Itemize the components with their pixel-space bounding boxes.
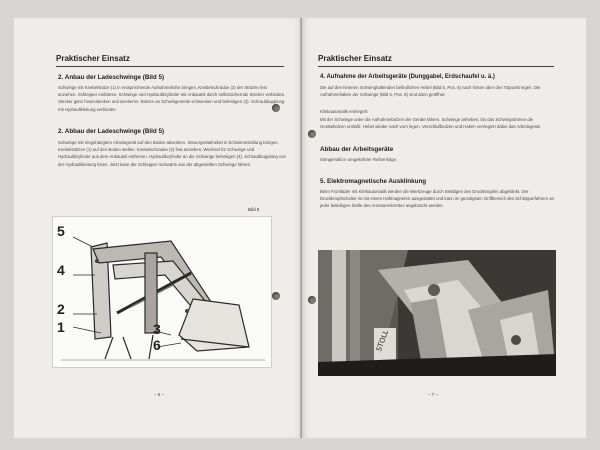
figure-5-loader-drawing [52,216,272,368]
section-heading-anbau: 2. Anbau der Ladeschwinge (Bild 5) [58,74,165,81]
section-text-anbau: Schwinge mit Knebelstütze (1) in entsprechende Aufnahmehöhe bringen, Knebelschraube (2) der Stützen fest anziehen. Schlepper einfahren. Schwinge und Hydraulikzylinder mit Anbauteil durch selbstsichernde Stecker verbinden. Stecker ganz hineinstecken und arretieren. Bolzen an Schwingenteile schwenken und befestigen (3). Schraubkupplung mit Hydraulikleitung verbinden. [58,85,286,112]
callout-4: 4 [57,262,65,278]
section-heading-abbau: 2. Abbau der Ladeschwinge (Bild 5) [58,128,165,135]
binder-hole [308,130,316,138]
section-text-klinkautomatik: Mit der Schwinge unter die Aufnahmebolzen der Geräte fahren. Schwinge anheben, bis das Schwingrahmen die Gerätebolzen umfaßt. Hebel wieder nach vorn legen. Verschlußbolzen und Haken verriegeln dabei das Arbeitsgerät. [320,117,541,130]
svg-text:STOLL: STOLL [374,329,391,353]
left-page [14,18,302,438]
callout-5: 5 [57,223,65,239]
binder-hole [272,104,280,112]
document-spread [14,18,586,438]
page-header-right: Praktischer Einsatz [318,54,392,63]
right-page [302,18,586,438]
section-heading-abbau-geraete: Abbau der Arbeitsgeräte [320,146,394,153]
header-rule-left [56,66,284,67]
section-text-abbau: Schwinge mit eingehängtem Arbeitsgerät auf den Boden absenken. Steuergerätehebel in Schwimmstellung bringen. Knebelstützen (1) auf den Boden stellen. Knebelschraube (2) fest anziehen. Wechsel für Schwinge und Hydraulikzylinder aus dem Anbauteil entfernen. Hydraulikzylinder an die Schwinge befestigen (4). Schraubkupplung von der Hydraulikleitung lösen. Jetzt kann der Schlepper rückwärts aus der abgestellten Schwinge fahren. [58,140,286,167]
binder-hole [272,292,280,300]
loader-illustration [53,217,271,367]
callout-6: 6 [153,337,161,353]
section-text-aufnahme: Die auf den hinteren Schwinghaltenden befindlichen Hebel (Bild 5, Pos. 5) nach hinten über den Totpunkt legen. Die Aufnahmehaken der Schwinge (Bild 5, Pos. 6) sind dann geöffnet. [320,85,541,98]
page-number-right: – 7 – [428,392,439,397]
page-number-left: – 6 – [154,392,165,397]
figure-label: Bild 5 [248,207,260,212]
page-header-left: Praktischer Einsatz [56,54,130,63]
section-text-abbau-geraete: Sinngemäß in umgekehrter Reihenfolge. [320,157,398,162]
section-text-ausklinkung: Beim Frontlader mit Klinkautomatik werden die Werkzeuge durch Betätigen des Druckknopfes abgeklinkt. Der Druckknopfschalter ist mit einem Haftmagneten ausgestattet und kann im günstigsten Griffbereich des Schlepperfahrers an jeder beliebigen Stelle des Armaturenbrettes angebracht werden. [320,189,554,209]
callout-3: 3 [153,321,161,337]
header-rule-right [318,66,554,67]
loader-photo [318,250,556,376]
section-heading-aufnahme: 4. Aufnahme der Arbeitsgeräte (Dunggabel, Erdschaufel u. ä.) [320,74,495,80]
section-subheading-klinkautomatik: Klinkautomatik entriegelt: [320,109,369,114]
section-heading-ausklinkung: 5. Elektromagnetische Ausklinkung [320,178,427,185]
callout-2: 2 [57,301,65,317]
callout-1: 1 [57,319,65,335]
binder-hole [308,296,316,304]
photo-illustration [318,250,556,376]
